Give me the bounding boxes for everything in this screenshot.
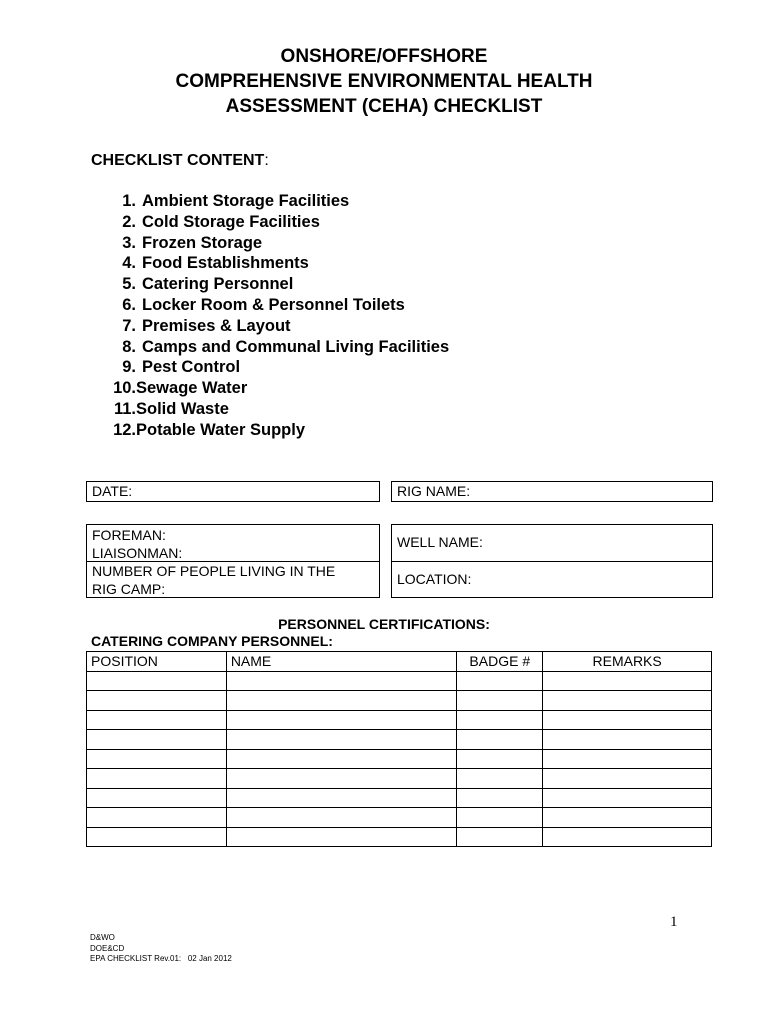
checklist-item bbox=[100, 274, 449, 295]
footer-line-1: D&WO bbox=[90, 933, 115, 942]
col-name: NAME bbox=[226, 652, 457, 672]
table-row bbox=[87, 730, 712, 750]
checklist-item-text: Frozen Storage bbox=[142, 233, 263, 252]
table-cell[interactable] bbox=[543, 749, 712, 769]
page-number: 1 bbox=[670, 914, 678, 930]
liaisonman-label: LIAISONMAN: bbox=[92, 545, 183, 561]
table-cell[interactable] bbox=[226, 749, 457, 769]
table-cell[interactable] bbox=[457, 788, 543, 808]
personnel-certifications-heading: PERSONNEL CERTIFICATIONS: bbox=[278, 616, 490, 632]
table-cell[interactable] bbox=[457, 730, 543, 750]
checklist-item-number: 8. bbox=[122, 337, 136, 356]
table-header-row bbox=[87, 652, 712, 672]
checklist-item bbox=[100, 399, 449, 420]
table-cell[interactable] bbox=[543, 808, 712, 828]
location-label: LOCATION: bbox=[397, 571, 472, 587]
table-cell[interactable] bbox=[87, 769, 227, 789]
table-cell[interactable] bbox=[543, 827, 712, 847]
footer-line-2: DOE&CD bbox=[90, 943, 125, 953]
table-cell[interactable] bbox=[87, 808, 227, 828]
table-cell[interactable] bbox=[226, 769, 457, 789]
catering-personnel-heading: CATERING COMPANY PERSONNEL: bbox=[91, 633, 333, 649]
table-cell[interactable] bbox=[543, 730, 712, 750]
col-remarks: REMARKS bbox=[543, 652, 712, 672]
table-cell[interactable] bbox=[226, 827, 457, 847]
date-label: DATE: bbox=[92, 483, 133, 499]
table-cell[interactable] bbox=[87, 749, 227, 769]
checklist-item-number: 6. bbox=[122, 295, 136, 314]
table-cell[interactable] bbox=[457, 749, 543, 769]
table-row bbox=[87, 808, 712, 828]
footer bbox=[90, 933, 232, 965]
checklist-item-number: 7. bbox=[122, 316, 136, 335]
checklist-item-text: Cold Storage Facilities bbox=[142, 212, 320, 231]
table-cell[interactable] bbox=[543, 691, 712, 711]
checklist-item-number: 2. bbox=[122, 212, 136, 231]
checklist-item bbox=[100, 378, 449, 399]
table-cell[interactable] bbox=[457, 769, 543, 789]
table-cell[interactable] bbox=[457, 827, 543, 847]
table-cell[interactable] bbox=[87, 827, 227, 847]
document-title bbox=[0, 44, 768, 119]
table-cell[interactable] bbox=[543, 788, 712, 808]
checklist-item bbox=[100, 295, 449, 316]
checklist-item-text: Catering Personnel bbox=[142, 275, 294, 294]
table-cell[interactable] bbox=[543, 671, 712, 691]
checklist-item-number: 9. bbox=[122, 358, 136, 377]
checklist-item-text: Solid Waste bbox=[136, 399, 229, 418]
people-count-field[interactable] bbox=[86, 561, 380, 598]
people-count-label-1: NUMBER OF PEOPLE LIVING IN THE bbox=[92, 563, 336, 579]
col-position: POSITION bbox=[87, 652, 227, 672]
checklist-item-text: Ambient Storage Facilities bbox=[142, 192, 350, 210]
title-line-3: ASSESSMENT (CEHA) CHECKLIST bbox=[225, 96, 543, 117]
checklist-item bbox=[100, 253, 449, 274]
well-name-field[interactable] bbox=[391, 524, 713, 562]
rig-name-label: RIG NAME: bbox=[397, 483, 471, 499]
checklist-item bbox=[100, 357, 449, 378]
table-row bbox=[87, 788, 712, 808]
col-badge: BADGE # bbox=[457, 652, 543, 672]
checklist-item-text: Potable Water Supply bbox=[136, 420, 305, 439]
table-cell[interactable] bbox=[457, 691, 543, 711]
rig-name-field[interactable] bbox=[391, 481, 713, 502]
checklist-item-number: 11. bbox=[113, 399, 136, 418]
table-cell[interactable] bbox=[226, 710, 457, 730]
table-cell[interactable] bbox=[543, 769, 712, 789]
checklist-item-text: Food Establishments bbox=[142, 254, 309, 273]
checklist-item bbox=[100, 212, 449, 233]
checklist-item-number: 10. bbox=[113, 379, 136, 398]
checklist-item-text: Premises & Layout bbox=[142, 316, 291, 335]
table-cell[interactable] bbox=[457, 671, 543, 691]
table-cell[interactable] bbox=[543, 710, 712, 730]
checklist-item bbox=[100, 233, 449, 254]
table-row bbox=[87, 769, 712, 789]
checklist-item-text: Sewage Water bbox=[136, 379, 248, 398]
checklist-item bbox=[100, 316, 449, 337]
well-name-label: WELL NAME: bbox=[397, 534, 483, 550]
checklist-heading-colon: : bbox=[264, 152, 269, 169]
table-cell[interactable] bbox=[226, 671, 457, 691]
checklist-item bbox=[100, 420, 449, 441]
table-cell[interactable] bbox=[87, 671, 227, 691]
table-row bbox=[87, 691, 712, 711]
checklist-items bbox=[100, 191, 449, 441]
table-cell[interactable] bbox=[87, 788, 227, 808]
table-cell[interactable] bbox=[87, 691, 227, 711]
foreman-liaisonman-field[interactable] bbox=[86, 524, 380, 562]
checklist-item bbox=[100, 191, 449, 212]
title-line-2: COMPREHENSIVE ENVIRONMENTAL HEALTH bbox=[175, 71, 593, 92]
checklist-item-number: 4. bbox=[122, 254, 136, 273]
checklist-item-text: Pest Control bbox=[142, 358, 241, 377]
table-row bbox=[87, 710, 712, 730]
footer-line-3: EPA CHECKLIST Rev.01: 02 Jan 2012 bbox=[90, 954, 232, 963]
table-cell[interactable] bbox=[226, 730, 457, 750]
checklist-item-number: 5. bbox=[122, 275, 136, 294]
table-cell[interactable] bbox=[226, 691, 457, 711]
table-row bbox=[87, 827, 712, 847]
table-cell[interactable] bbox=[87, 730, 227, 750]
table-row bbox=[87, 671, 712, 691]
checklist-item-text: Camps and Communal Living Facilities bbox=[142, 337, 450, 356]
table-cell[interactable] bbox=[87, 710, 227, 730]
title-line-1: ONSHORE/OFFSHORE bbox=[280, 46, 488, 67]
checklist-item-number: 3. bbox=[122, 233, 136, 252]
foreman-label: FOREMAN: bbox=[92, 527, 166, 543]
checklist-heading bbox=[91, 152, 269, 170]
checklist-heading-text: CHECKLIST CONTENT bbox=[91, 152, 265, 169]
location-field[interactable] bbox=[391, 561, 713, 598]
table-cell[interactable] bbox=[457, 710, 543, 730]
personnel-table bbox=[86, 651, 712, 847]
date-field[interactable] bbox=[86, 481, 380, 502]
checklist-item-text: Locker Room & Personnel Toilets bbox=[142, 295, 405, 314]
table-cell[interactable] bbox=[226, 788, 457, 808]
checklist-item-number: 1. bbox=[122, 192, 136, 210]
checklist-item-number: 12. bbox=[113, 420, 136, 439]
people-count-label-2: RIG CAMP: bbox=[92, 581, 166, 597]
checklist-item bbox=[100, 337, 449, 358]
table-cell[interactable] bbox=[457, 808, 543, 828]
table-row bbox=[87, 749, 712, 769]
table-cell[interactable] bbox=[226, 808, 457, 828]
